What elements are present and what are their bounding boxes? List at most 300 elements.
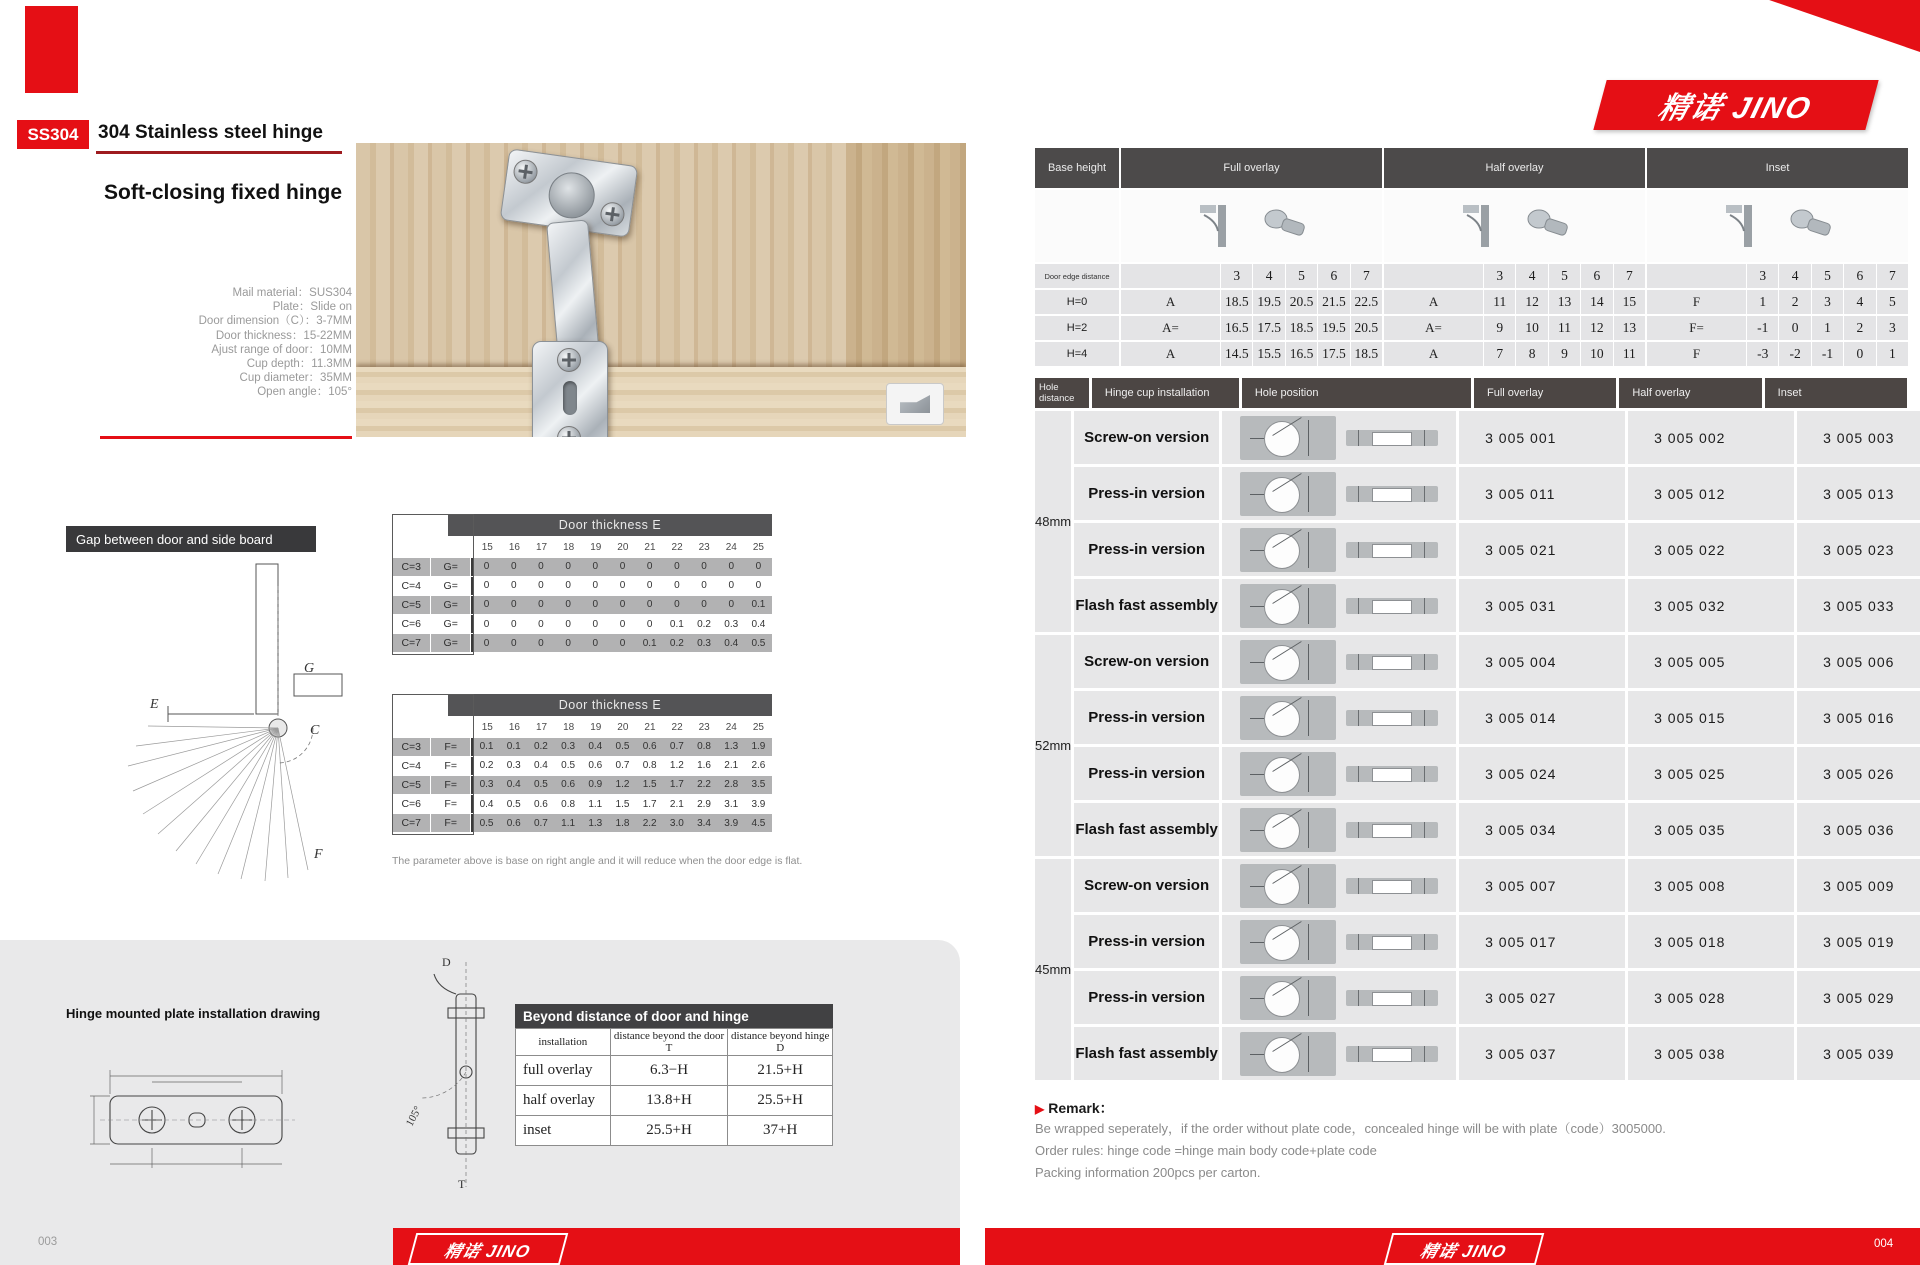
overlay-value: 6 [1580,264,1612,288]
overlay-header: Half overlay [1384,148,1645,188]
code-table-header: Hinge cup installation [1092,378,1239,408]
code-table-row [1074,691,1920,744]
diagram-cell [1121,190,1382,262]
edge-bore-diagram [1346,430,1438,446]
half-overlay-icon [1459,201,1511,251]
value-cell: 0.2 [533,741,548,753]
beyond-table-title: Beyond distance of door and hinge [515,1004,833,1028]
cup-hole-diagram [1240,696,1336,740]
row-values [471,596,772,614]
overlay-value: 7 [1613,264,1645,288]
hinge-code: 3 005 024 [1459,747,1625,800]
dim-line [1308,980,1309,1016]
code-table-row [1074,523,1920,576]
cup-hole-diagram [1240,640,1336,684]
beyond-header-cell: installation [516,1029,611,1056]
value-cell: 0 [674,561,680,573]
hinge-code: 3 005 014 [1459,691,1625,744]
overlay-value: -2 [1778,342,1810,366]
hinge-code: 3 005 039 [1797,1027,1920,1080]
gap-section-label: Gap between door and side board [66,526,316,552]
bore-slot [1372,432,1412,446]
dim-tick [1424,654,1425,670]
value-cell: 0 [646,618,653,630]
cup-hole-circle [1264,1037,1300,1073]
beyond-header-cell: distance beyond the door T [610,1029,728,1056]
overlay-value: 1 [1811,316,1843,340]
hinge-code: 3 005 034 [1459,803,1625,856]
bore-slot [1372,1048,1412,1062]
bore-slot [1372,544,1412,558]
spec-line: Door dimension（C）：3-7MM [198,315,352,328]
overlay-header-row [1035,148,1910,188]
hinge-code: 3 005 017 [1459,915,1625,968]
overlay-value: 3 [1483,264,1515,288]
value-cell: 0 [483,637,490,649]
overlay-value: 11 [1613,342,1645,366]
hinge-code: 3 005 029 [1797,971,1920,1024]
column-header: 22 [671,721,683,733]
bore-slot [1372,600,1412,614]
version-label: Screw-on version [1074,635,1219,688]
edge-bore-diagram [1346,486,1438,502]
group-rows [1074,411,1920,632]
code-table-row [1074,971,1920,1024]
column-header: 23 [698,721,710,733]
group-rows [1074,635,1920,856]
dim-tick [1358,598,1359,614]
value-cell: 3.5 [751,779,766,791]
c-value-label: C=3 [392,738,431,756]
value-cell: 0 [646,561,653,573]
column-header: 23 [698,541,710,553]
value-cell: 0 [646,599,653,611]
value-cell: 0.4 [479,798,494,810]
overlay-value: 10 [1580,342,1612,366]
value-cell: 0 [538,599,544,611]
hinge-code: 3 005 018 [1628,915,1794,968]
dim-tick [1358,486,1359,502]
hole-position-diagram [1222,691,1456,744]
value-cell: 0.4 [751,618,766,630]
dim-tick [1358,822,1359,838]
overlay-section [1121,316,1382,340]
spec-line: Mail material：SUS304 [232,287,352,299]
plate-slot [563,381,577,415]
product-photo [356,143,966,437]
hinge-code: 3 005 002 [1628,411,1794,464]
value-cell: 0.2 [697,618,711,630]
value-cell: 1.5 [642,779,657,791]
hinge-angle-icon [900,395,930,413]
value-cell: 0.5 [561,760,576,772]
cup-hole-diagram [1240,920,1336,964]
overlay-section [1647,290,1908,314]
overlay-data-row [1035,316,1910,340]
jino-logo-footer-left [408,1233,569,1265]
value-cell: 0.9 [588,779,603,791]
hinge-code: 3 005 011 [1459,467,1625,520]
c-value-label: C=5 [392,596,431,614]
column-header: 24 [725,721,737,733]
beyond-header-cell: distance beyond hinge D [728,1029,833,1056]
dim-line [1308,924,1309,960]
remark-title [1035,1098,1895,1118]
overlay-value: 14 [1580,290,1612,314]
version-label: Flash fast assembly [1074,1027,1219,1080]
overlay-value: 3 [1220,264,1252,288]
table-title: Door thickness E [448,514,772,536]
row-values [471,558,772,576]
table-row [392,757,772,775]
diagram-cell [1647,190,1908,262]
hinge-code: 3 005 004 [1459,635,1625,688]
overlay-value: 11 [1483,290,1515,314]
value-cell: 0 [483,618,490,630]
hinge-mounting-plate [532,341,608,437]
overlay-value: 9 [1483,316,1515,340]
row-values [471,615,772,633]
dim-line [1308,756,1309,792]
cup-hole-diagram [1240,1032,1336,1076]
dim-line [1250,830,1264,831]
spec-line: Ajust range of door：10MM [211,343,352,356]
value-cell: 0 [510,580,517,592]
overlay-value: 6 [1843,264,1875,288]
gap-table-F [392,694,772,833]
bore-slot [1372,656,1412,670]
dim-line [1250,494,1264,495]
version-label: Press-in version [1074,691,1219,744]
fan-letter-f: F [314,847,323,862]
dim-tick [1424,766,1425,782]
overlay-diagram-row [1035,190,1910,262]
dim-tick [1424,1046,1425,1062]
formula-label: F [1692,346,1701,361]
hole-position-diagram [1222,635,1456,688]
code-table-header: Full overlay [1474,378,1616,408]
overlay-value: -1 [1746,316,1778,340]
mounting-plate-drawing [80,1038,315,1198]
dim-tick [1424,710,1425,726]
value-cell: 2.8 [724,779,739,791]
edge-distance-label: Door edge distance [1035,264,1119,288]
value-cell: 0 [619,580,626,592]
formula-label: F= [1689,320,1704,335]
formula-label: A [1428,294,1439,309]
code-table-row [1074,411,1920,464]
screw-icon [557,348,581,372]
value-cell: 1.8 [615,817,630,829]
overlay-value: 15 [1613,290,1645,314]
edge-bore-diagram [1346,654,1438,670]
value-cell: 0 [565,561,571,573]
beyond-row-label: inset [516,1116,611,1146]
hinge-code: 3 005 026 [1797,747,1920,800]
row-values [471,738,772,756]
value-cell: 2.2 [697,779,711,791]
hole-distance-group [1035,411,1907,632]
value-cell: 0.6 [588,760,603,772]
page-number-left: 003 [38,1236,58,1248]
overlay-section [1384,316,1645,340]
edge-bore-diagram [1346,934,1438,950]
jino-logo-text: 精诺 JINO [1418,1241,1509,1261]
beyond-value-cell: 37+H [728,1116,833,1146]
value-cell: 0 [728,580,734,592]
value-cell: 2.1 [669,798,684,810]
value-cell: 0 [592,580,599,592]
column-header: 19 [590,721,602,733]
column-header: 21 [644,541,656,553]
version-label: Press-in version [1074,971,1219,1024]
table-row [392,558,772,576]
diagram-cell-empty [1035,190,1119,262]
code-table-header: Hole distance [1035,378,1089,408]
value-cell: 0 [592,561,599,573]
remark-title-text: Remark： [1048,1100,1114,1116]
dim-tick [1358,1046,1359,1062]
value-cell: 2.9 [697,798,711,810]
code-table-header-row [1035,378,1907,408]
version-label: Press-in version [1074,915,1219,968]
spec-line: Cup depth：11.3MM [246,358,352,371]
value-cell: 0.6 [533,798,548,810]
overlay-value: 0 [1778,316,1810,340]
beyond-header-row [516,1029,833,1056]
spec-line: Door thickness：15-22MM [215,329,352,342]
beyond-row-label: full overlay [516,1056,611,1086]
result-label: G= [431,596,470,614]
value-cell: 0 [619,561,626,573]
edge-bore-diagram [1346,766,1438,782]
overlay-header: Full overlay [1121,148,1382,188]
dim-line [1250,1054,1264,1055]
hinge-code: 3 005 027 [1459,971,1625,1024]
dim-line [1250,998,1264,999]
value-cell: 1.3 [588,817,603,829]
hinge-3d-icon [1525,205,1571,247]
overlay-data-row [1035,342,1910,366]
overlay-value: 13 [1613,316,1645,340]
fan-letter-g: G [304,661,315,676]
hole-distance-label: 48mm [1035,411,1071,632]
value-cell: 3.9 [751,798,766,810]
cup-hole-circle [1264,533,1300,569]
value-cell: 0 [510,561,517,573]
dim-line [1250,438,1264,439]
hinge-code: 3 005 022 [1628,523,1794,576]
dim-line [1250,886,1264,887]
open-angle-badge [886,383,944,425]
dim-line [1250,662,1264,663]
value-cell: 1.2 [615,779,630,791]
overlay-section [1121,290,1382,314]
beyond-value-cell: 6.3−H [610,1056,728,1086]
dim-line [1308,1036,1309,1072]
cup-hole-circle [1264,477,1300,513]
result-label: G= [431,634,470,652]
value-cell: 0.1 [506,741,521,753]
hinge-3d-icon [1262,205,1308,247]
hole-position-diagram [1222,467,1456,520]
value-cell: 0 [538,580,544,592]
dim-line [1308,532,1309,568]
overlay-section [1121,342,1382,366]
hinge-code: 3 005 028 [1628,971,1794,1024]
page-title: 304 Stainless steel hinge [98,122,323,143]
value-cell: 0 [701,599,707,611]
hinge-code: 3 005 016 [1797,691,1920,744]
value-cell: 0.7 [669,741,684,753]
cup-hole-diagram [1240,752,1336,796]
group-rows [1074,859,1920,1080]
beyond-value-cell: 25.5+H [610,1116,728,1146]
formula-label [1121,264,1220,288]
table-footnote: The parameter above is base on right angle and it will reduce when the door edge is flat. [392,855,803,867]
bore-slot [1372,824,1412,838]
result-label: G= [431,615,470,633]
cup-hole-circle [1264,925,1300,961]
row-values [471,814,772,832]
cup-hole-diagram [1240,808,1336,852]
install-drawing-label: Hinge mounted plate installation drawing [66,1006,321,1021]
value-cell: 0.5 [615,741,630,753]
bore-slot [1372,488,1412,502]
value-cell: 0 [728,599,734,611]
remark-lines [1035,1118,1895,1184]
hinge-code: 3 005 008 [1628,859,1794,912]
formula-label [1384,264,1483,288]
value-cell: 0.6 [642,741,657,753]
value-cell: 0.3 [697,637,711,649]
jino-logo-footer-right [1384,1233,1545,1265]
overlay-value: 5 [1285,264,1317,288]
overlay-section [1647,316,1908,340]
result-label: F= [431,738,470,756]
version-label: Flash fast assembly [1074,579,1219,632]
table-row [392,814,772,832]
column-header: 20 [617,541,629,553]
value-cell: 0 [538,637,544,649]
base-height-label: H=4 [1035,342,1119,366]
cup-hole-circle [1264,813,1300,849]
overlay-value: 8 [1515,342,1547,366]
hinge-code: 3 005 015 [1628,691,1794,744]
row-values [471,634,772,652]
value-cell: 0 [565,618,571,630]
version-label: Flash fast assembly [1074,803,1219,856]
dim-tick [1358,934,1359,950]
value-cell: 3.9 [724,817,739,829]
triangle-bullet-icon: ▶ [1035,1102,1045,1116]
value-cell: 0 [510,618,517,630]
value-cell: 2.2 [642,817,657,829]
page-number-right: 004 [1874,1238,1894,1250]
overlay-value: 9 [1548,342,1580,366]
value-cell: 0 [510,599,517,611]
screw-icon [599,201,626,228]
result-label: G= [431,577,470,595]
value-cell: 0 [592,637,599,649]
cup-hole-diagram [1240,976,1336,1020]
value-cell: 0 [646,580,653,592]
edge-bore-diagram [1346,710,1438,726]
jino-logo-banner [1593,80,1878,130]
product-tag [17,120,89,149]
value-cell: 0.3 [479,779,494,791]
overlay-value: 12 [1580,316,1612,340]
remark-line: Packing information 200pcs per carton. [1035,1165,1261,1180]
hole-position-diagram [1222,971,1456,1024]
beyond-value-cell: 21.5+H [728,1056,833,1086]
side-panel-wood [846,143,966,367]
hinge-code-table [1035,378,1907,1080]
cup-hole-circle [1264,645,1300,681]
overlay-value: 4 [1843,290,1875,314]
value-cell: 0 [565,637,571,649]
spec-line: Open angle：105° [257,386,352,399]
dim-tick [1424,598,1425,614]
overlay-value: 18.5 [1350,342,1382,366]
table-header-row [392,514,772,536]
c-value-label: C=5 [392,776,431,794]
dim-tick [1358,430,1359,446]
value-cell: 0 [674,580,680,592]
dim-line [1308,644,1309,680]
overlay-value: 7 [1483,342,1515,366]
column-header: 17 [535,541,548,553]
overlay-value: 18.5 [1285,316,1317,340]
code-table-row [1074,747,1920,800]
base-height-label: H=2 [1035,316,1119,340]
cup-hole-circle [1264,757,1300,793]
edge-bore-diagram [1346,878,1438,894]
drawing-letter-d: D [442,955,451,969]
hinge-code: 3 005 033 [1797,579,1920,632]
hinge-code: 3 005 012 [1628,467,1794,520]
drawing-angle-label: 105° [403,1104,425,1129]
value-cell: 0 [619,599,626,611]
edge-bore-diagram [1346,822,1438,838]
value-cell: 0 [592,599,599,611]
product-subtitle: Soft-closing fixed hinge [104,181,343,204]
hole-position-diagram [1222,523,1456,576]
overlay-value: 15.5 [1252,342,1284,366]
beyond-value-cell: 25.5+H [728,1086,833,1116]
full-overlay-icon [1196,201,1248,251]
value-cell: 0.8 [561,798,576,810]
value-cell: 0.5 [506,798,521,810]
value-cell: 0 [619,618,626,630]
value-cell: 0.8 [697,741,711,753]
dim-tick [1358,990,1359,1006]
column-header: 25 [752,541,764,553]
row-values [471,795,772,813]
version-label: Press-in version [1074,747,1219,800]
cup-hole-circle [1264,589,1300,625]
code-table-header: Inset [1765,378,1907,408]
hole-distance-label: 45mm [1035,859,1071,1080]
hole-position-diagram [1222,915,1456,968]
dim-tick [1424,934,1425,950]
hinge-side-drawing [398,952,513,1197]
value-cell: 0.6 [506,817,521,829]
c-value-label: C=4 [392,757,431,775]
value-cell: 0.5 [479,817,494,829]
overlay-header: Inset [1647,148,1908,188]
table-row [392,795,772,813]
